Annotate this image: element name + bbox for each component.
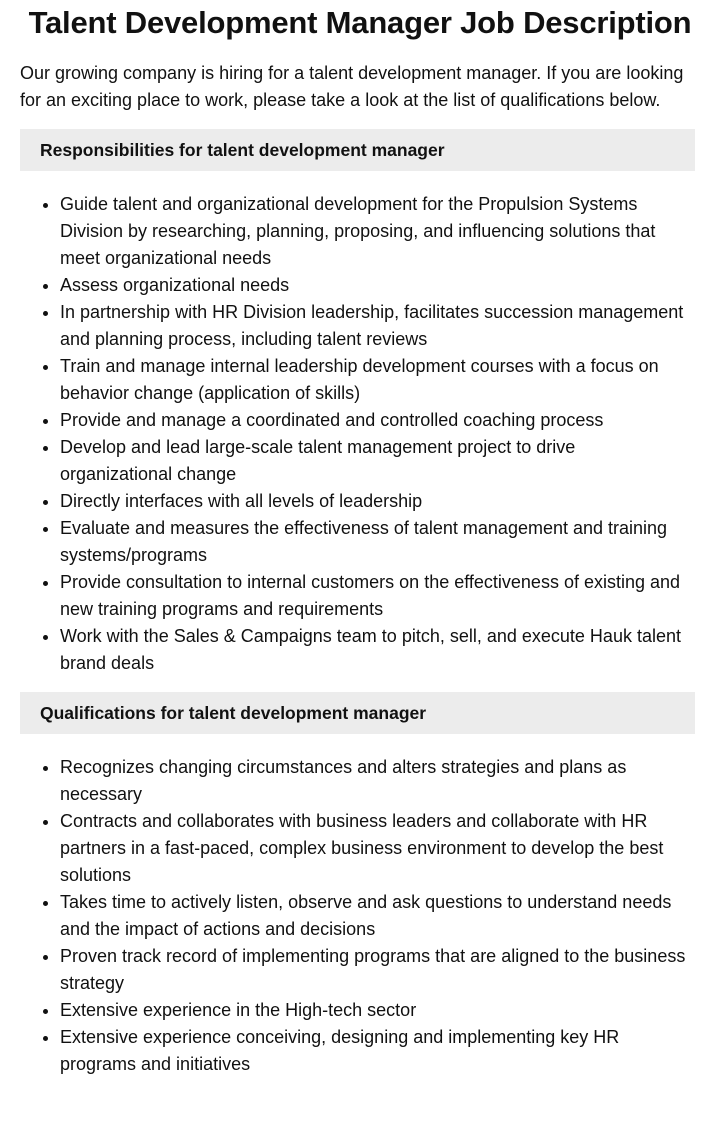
list-item: • Guide talent and organizational development for the Propulsion Systems Division by researching, planning, proposing, and influencing solutions that meet organizational needs (60, 191, 700, 272)
list-item: • Extensive experience conceiving, designing and implementing key HR programs and initiatives (60, 1024, 700, 1078)
list-item: • Extensive experience in the High-tech sector (60, 997, 700, 1024)
list-item: • Evaluate and measures the effectiveness of talent management and training systems/programs (60, 515, 700, 569)
list-item: • Provide consultation to internal customers on the effectiveness of existing and new training programs and requirements (60, 569, 700, 623)
list-item: • Train and manage internal leadership development courses with a focus on behavior change (application of skills) (60, 353, 700, 407)
responsibilities-list (0, 191, 700, 677)
list-item: • Contracts and collaborates with business leaders and collaborate with HR partners in a fast-paced, complex business environment to develop the best solutions (60, 808, 700, 889)
list-item: • Provide and manage a coordinated and controlled coaching process (60, 407, 700, 434)
intro-paragraph: Our growing company is hiring for a talent development manager. If you are looking for an exciting place to work, please take a look at the list of qualifications below. (20, 63, 684, 110)
list-item: • Recognizes changing circumstances and alters strategies and plans as necessary (60, 754, 700, 808)
list-item: • In partnership with HR Division leadership, facilitates succession management and planning process, including talent reviews (60, 299, 700, 353)
responsibilities-heading: Responsibilities for talent development manager (20, 129, 695, 171)
list-item: • Takes time to actively listen, observe and ask questions to understand needs and the impact of actions and decisions (60, 889, 700, 943)
list-item: • Assess organizational needs (60, 272, 700, 299)
list-item: • Directly interfaces with all levels of leadership (60, 488, 700, 515)
qualifications-heading: Qualifications for talent development manager (20, 692, 695, 734)
list-item: • Proven track record of implementing programs that are aligned to the business strategy (60, 943, 700, 997)
list-item: • Work with the Sales & Campaigns team to pitch, sell, and execute Hauk talent brand deals (60, 623, 700, 677)
page-title: Talent Development Manager Job Description (28, 5, 692, 40)
qualifications-list (0, 754, 700, 1078)
list-item: • Develop and lead large-scale talent management project to drive organizational change (60, 434, 700, 488)
